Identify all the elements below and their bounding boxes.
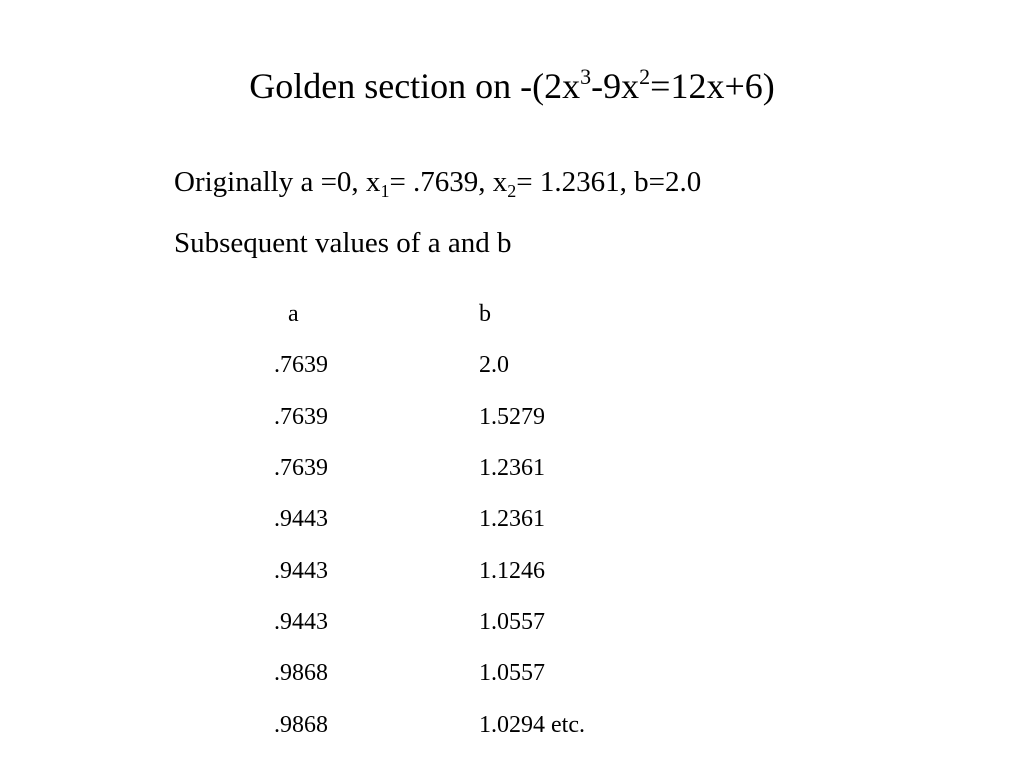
cell-b: 1.5279 (479, 403, 545, 430)
cell-a: .9868 (274, 711, 328, 738)
cell-b: 2.0 (479, 352, 509, 379)
cell-a: .7639 (274, 455, 328, 482)
cell-b: 1.0557 (479, 660, 545, 687)
table-row (274, 597, 679, 648)
cell-b: 1.0557 (479, 608, 545, 635)
column-header-a: a (288, 301, 299, 328)
cell-b: 1.2361 (479, 455, 545, 482)
table-row (274, 545, 679, 596)
intro-subscript-2: 2 (507, 181, 517, 201)
cell-a: .9868 (274, 660, 328, 687)
cell-b: 1.2361 (479, 506, 545, 533)
table-row (274, 494, 679, 545)
intro-part-2: = .7639, x (389, 166, 508, 198)
title-exponent-2: 2 (639, 64, 651, 89)
intro-part-1: Originally a =0, x (174, 166, 381, 198)
table-row (274, 392, 679, 443)
title-exponent-3: 3 (580, 64, 592, 89)
cell-a: .9443 (274, 506, 328, 533)
cell-b: 1.0294 etc. (479, 711, 585, 738)
title-prefix: Golden section on -(2x (249, 66, 581, 106)
column-header-b: b (479, 301, 491, 328)
cell-a: .9443 (274, 557, 328, 584)
table-header-row (274, 289, 679, 340)
cell-a: .9443 (274, 608, 328, 635)
intro-part-3: = 1.2361, b=2.0 (516, 166, 702, 198)
initial-values-line (174, 160, 701, 204)
cell-a: .7639 (274, 352, 328, 379)
values-table (274, 289, 679, 751)
subsequent-values-heading: Subsequent values of a and b (174, 227, 512, 259)
slide-title (0, 62, 1024, 110)
title-middle: -9x (591, 66, 640, 106)
table-row (274, 443, 679, 494)
table-row (274, 648, 679, 699)
cell-b: 1.1246 (479, 557, 545, 584)
table-row (274, 340, 679, 391)
title-suffix: =12x+6) (650, 66, 775, 106)
intro-subscript-1: 1 (380, 181, 390, 201)
table-row (274, 699, 679, 750)
cell-a: .7639 (274, 403, 328, 430)
